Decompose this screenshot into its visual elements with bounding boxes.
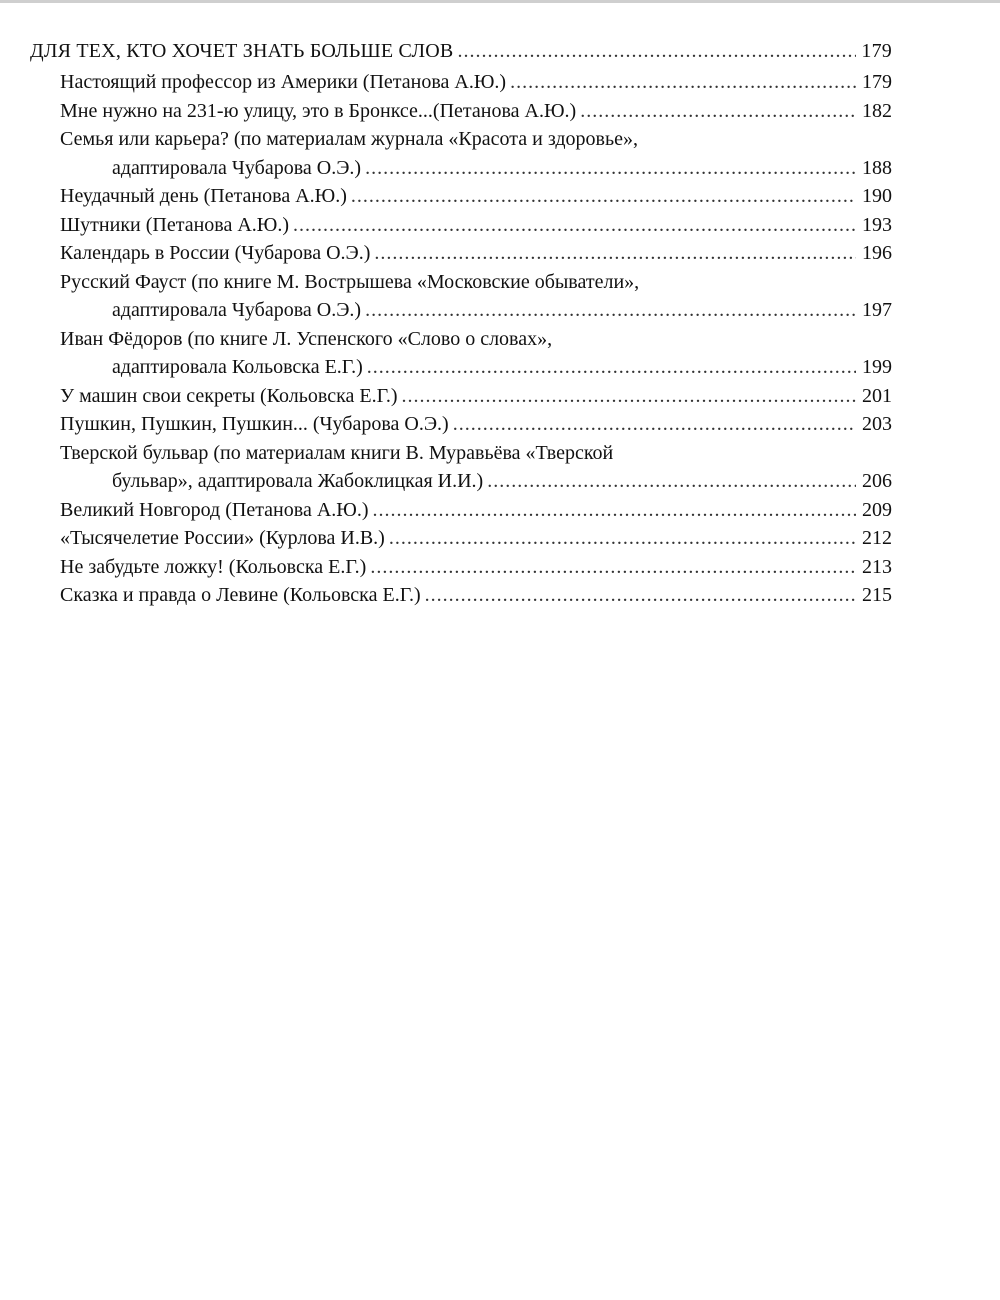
entry-title: Пушкин, Пушкин, Пушкин... (Чубарова О.Э.) <box>60 413 449 435</box>
dot-leader <box>370 553 856 582</box>
toc-entry <box>30 524 892 553</box>
entry-page-number: 193 <box>862 213 892 236</box>
toc-entry <box>30 125 892 182</box>
entry-title: Мне нужно на 231-ю улицу, это в Бронксе...(Петанова А.Ю.) <box>60 99 577 122</box>
dot-leader <box>365 154 856 183</box>
dot-leader <box>487 467 856 496</box>
toc-entry <box>30 581 892 610</box>
toc-entry-list <box>30 68 892 610</box>
entry-page-number: 201 <box>862 384 892 407</box>
toc-entry <box>30 496 892 525</box>
entry-page-number: 206 <box>862 470 892 492</box>
toc-entry <box>30 239 892 268</box>
entry-page-number: 197 <box>862 299 892 321</box>
entry-title: Шутники (Петанова А.Ю.) <box>60 213 290 236</box>
dot-leader <box>293 211 856 240</box>
toc-entry <box>30 68 892 97</box>
entry-page-number: 196 <box>862 242 892 264</box>
toc-entry <box>30 382 892 411</box>
toc-entry <box>30 268 892 325</box>
dot-leader <box>510 68 856 97</box>
toc-entry <box>30 211 892 240</box>
dot-leader <box>580 97 856 126</box>
entry-title: У машин свои секреты (Кольовска Е.Г.) <box>60 384 398 407</box>
entry-title: «Тысячелетие России» (Курлова И.В.) <box>60 527 385 549</box>
page-top-border <box>0 0 1000 3</box>
entry-page-number: 209 <box>862 498 892 521</box>
entry-title: Неудачный день (Петанова А.Ю.) <box>60 185 347 207</box>
toc-entry <box>30 410 892 439</box>
dot-leader <box>351 182 856 211</box>
entry-page-number: 190 <box>862 185 892 207</box>
toc-entry <box>30 553 892 582</box>
dot-leader <box>365 296 856 325</box>
entry-page-number: 188 <box>862 156 892 179</box>
entry-page-number: 179 <box>862 71 892 93</box>
entry-page-number: 182 <box>862 99 892 122</box>
entry-page-number: 199 <box>862 356 892 378</box>
entry-title: Календарь в России (Чубарова О.Э.) <box>60 242 371 264</box>
entry-title: Иван Фёдоров (по книге Л. Успенского «Слово о словах», <box>60 327 553 350</box>
entry-title: Настоящий профессор из Америки (Петанова А.Ю.) <box>60 71 507 93</box>
entry-title: Тверской бульвар (по материалам книги В. Муравьёва «Тверской <box>60 441 614 464</box>
section-heading-page: 179 <box>861 40 892 62</box>
dot-leader <box>367 353 856 382</box>
section-heading <box>30 40 892 68</box>
entry-title-continuation: бульвар», адаптировала Жабоклицкая И.И.) <box>112 470 484 492</box>
entry-page-number: 215 <box>862 584 892 606</box>
entry-title: Не забудьте ложку! (Кольовска Е.Г.) <box>60 555 367 578</box>
entry-page-number: 213 <box>862 555 892 578</box>
entry-title: Сказка и правда о Левине (Кольовска Е.Г.) <box>60 584 421 606</box>
dot-leader <box>389 524 856 553</box>
toc-entry <box>30 325 892 382</box>
section-heading-title: ДЛЯ ТЕХ, КТО ХОЧЕТ ЗНАТЬ БОЛЬШЕ СЛОВ <box>30 40 454 62</box>
entry-title-continuation: адаптировала Кольовска Е.Г.) <box>112 356 363 378</box>
dot-leader <box>425 581 856 610</box>
toc-entry <box>30 439 892 496</box>
toc-entry <box>30 97 892 126</box>
toc-entry <box>30 182 892 211</box>
dot-leader <box>374 239 856 268</box>
table-of-contents <box>30 40 892 610</box>
entry-page-number: 212 <box>862 527 892 549</box>
dot-leader <box>453 410 856 439</box>
dot-leader <box>457 40 856 63</box>
entry-title: Семья или карьера? (по материалам журнала «Красота и здоровье», <box>60 128 638 150</box>
entry-title-continuation: адаптировала Чубарова О.Э.) <box>112 156 362 179</box>
dot-leader <box>402 382 856 411</box>
entry-title: Русский Фауст (по книге М. Вострышева «Московские обыватели», <box>60 270 640 293</box>
entry-title: Великий Новгород (Петанова А.Ю.) <box>60 498 369 521</box>
entry-page-number: 203 <box>862 413 892 435</box>
entry-title-continuation: адаптировала Чубарова О.Э.) <box>112 299 362 321</box>
dot-leader <box>372 496 856 525</box>
